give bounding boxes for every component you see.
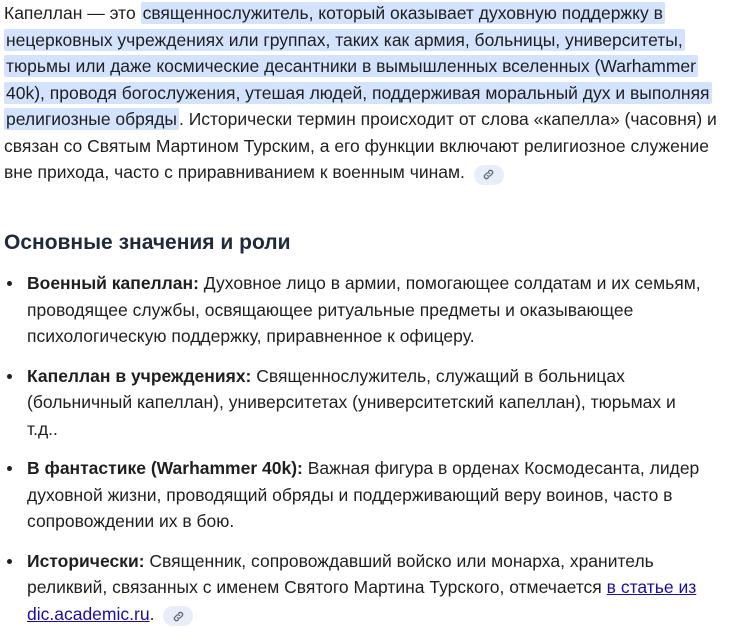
list-item [4,270,709,350]
item-text: Священник, сопровождавший войско или монарха, хранитель реликвий, связанных с именем Святого Мартина Турского, отмечается [27,550,654,597]
intro-lead: Капеллан — это [4,3,141,23]
item-term: Исторически: [27,550,145,571]
item-term: Военный капеллан: [27,273,199,293]
section-heading: Основные значения и роли [4,231,291,254]
highlighted-definition: священнослужитель, который оказывает духовную поддержку в нецерковных учреждениях или группах, таких как армия, больницы, университеты, тюрьмы или даже космические десантники в вымышленных вселенных (Warhammer 40k), проводя богослужения, утешая людей, поддерживая моральный дух и выполняя религиозные обряды [6,3,710,129]
link-icon [482,168,495,181]
list-item [4,363,709,443]
list-item [4,455,709,535]
item-text: Важная фигура в орденах Космодесанта, лидер духовной жизни, проводящий обряды и поддерживающий веру воинов, часто в сопровождении их в бою. [27,458,700,531]
source-link[interactable]: в статье из dic.academic.ru [27,577,697,624]
bullet-icon [7,559,12,564]
roles-list [4,270,709,640]
link-icon [172,610,185,623]
ai-answer [4,0,737,624]
bullet-icon [7,281,12,286]
intro-rest: . Исторически термин происходит от слова «капелла» (часовня) и связан со Святым Мартином Турским, а его функции включают религиозное служение вне прихода, часто с приравниванием к военным чинам. [4,109,717,182]
intro-paragraph [4,0,737,186]
bullet-icon [7,374,12,379]
item-text: Священнослужитель, служащий в больницах (больничный капеллан), университетах (университетский капеллан), тюрьмах и т.д.. [27,365,676,439]
item-term: Капеллан в учреждениях: [27,365,252,386]
item-term: В фантастике (Warhammer 40k): [27,458,303,478]
item-text-end: . [149,603,155,624]
list-item [4,548,709,628]
source-link-chip[interactable] [163,606,193,626]
bullet-icon [7,466,12,471]
source-link-chip[interactable] [474,165,504,185]
item-text: Духовное лицо в армии, помогающее солдатам и их семьям, проводящее службы, освящающее ритуальные предметы и оказывающее психологическую поддержку, приравненное к офицеру. [27,273,701,346]
